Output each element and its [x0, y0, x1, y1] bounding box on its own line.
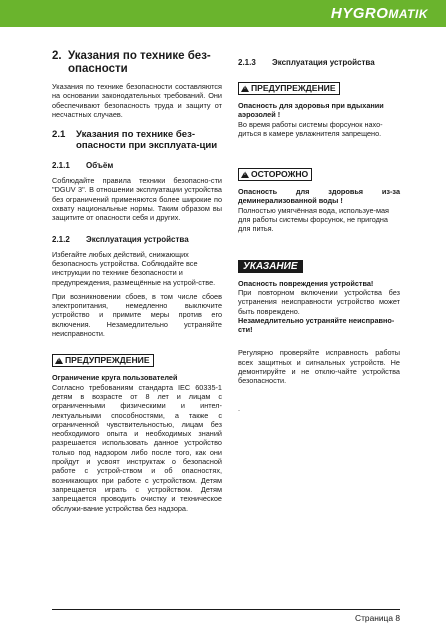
notice-title-damage: Опасность повреждения устройства! — [238, 278, 374, 288]
right-column — [238, 58, 400, 413]
warning-title-aerosol: Опасность для здоровья при вдыхании аэрозолей ! — [238, 101, 384, 120]
warning-text-users: Согласно требованиям стандарта IEC 60335-1 детям в возрасте от 8 лет и лицам с ограниченными физическими и интел-лектуальными способностями, а также с ограниченной чувствительностью, лицам без необходимого опыта и необходимых знаний разрешается использовать данное устройство только под надзором либо после того, как они пройдут и усвоят инструктаж о безопасной работе с устрой-ством и об опасностях, возникающих при работе с устройством. Детям запрещается играть с устройством. Детям запрещается проводить очистку и техническое обслужи-вание устройства без надзора. — [52, 382, 222, 513]
caution-triangle-icon — [241, 171, 249, 178]
section-2-1-3-heading — [238, 58, 400, 68]
warning-label-text: ПРЕДУПРЕЖДЕНИЕ — [65, 355, 150, 366]
warning-text-aerosol: Во время работы системы форсунок нахо-диться в камере увлажнителя запрещено. — [238, 119, 383, 138]
page-number: Страница 8 — [355, 613, 400, 623]
section-2-number: 2. — [52, 50, 62, 62]
section-2-1-1-heading — [52, 161, 222, 171]
notice-text1-damage: При повторном включении устройства без устранения неисправности устройство может быть повреждено. — [238, 287, 400, 316]
caution-title-water: Опасность для здоровья из-за деминерализованной воды ! — [238, 187, 400, 206]
warning-title-users: Ограничение круга пользователей — [52, 373, 178, 383]
section-2-1-1-number: 2.1.1 — [52, 161, 70, 171]
warning-label-users — [52, 350, 222, 368]
caution-label-text: ОСТОРОЖНО — [251, 169, 309, 180]
section-2-1-number: 2.1 — [52, 129, 66, 141]
caution-label-water — [238, 164, 400, 182]
left-column — [52, 50, 222, 513]
section-2-1-heading — [52, 129, 222, 151]
section-2-1-2-number: 2.1.2 — [52, 234, 70, 244]
section-2-title: Указания по технике без-опасности — [68, 50, 211, 75]
trailing-dot: . — [238, 403, 241, 413]
section-2-1-2-text2: При возникновении сбоев, в том числе сбоев электропитания, немедленно выключите устройство и примите меры против его включения. Незамедлительно устраняйте неисправности. — [52, 291, 222, 339]
section-2-1-1-text: Соблюдайте правила техники безопасно-сти "DGUV 3". В отношении эксплуатации устройства без ограничений применяются более широкие по охвату национальные нормы. Таким образом вы защитите от опасности себя и других. — [52, 176, 222, 223]
section-2-1-2-heading — [52, 235, 222, 245]
notice-label-text: УКАЗАНИЕ — [238, 260, 303, 273]
notice-text2-damage: Незамедлительно устраняйте неисправно-сти! — [238, 315, 395, 335]
page-footer — [52, 609, 400, 623]
section-2-1-title: Указания по технике без-опасности при эксплуата-ции — [76, 129, 218, 152]
section-2-1-2-title: Эксплуатация устройства — [86, 234, 189, 244]
warning-label-text: ПРЕДУПРЕЖДЕНИЕ — [251, 83, 336, 93]
final-text: Регулярно проверяйте исправность работы всех защитных и сигнальных устройств. Не демонтируйте и не отклю-чайте устройства безопасности. — [238, 348, 400, 386]
section-2-1-3-number: 2.1.3 — [238, 58, 256, 67]
warning-label-aerosol — [238, 78, 400, 96]
section-2-1-2-text1: Избегайте любых действий, снижающих безопасность устройства. Соблюдайте все инструкции по технике безопасности и предупреждения, размещённые на устрой-стве. — [52, 249, 216, 287]
section-2-heading — [52, 50, 222, 76]
section-2-1-3-title: Эксплуатация устройства — [272, 58, 375, 67]
logo-part1: HYGRO — [330, 5, 389, 22]
hygromatik-logo — [331, 5, 428, 22]
notice-label-damage — [238, 256, 400, 274]
logo-part2: MATIK — [388, 7, 428, 21]
header-bar — [0, 0, 446, 27]
warning-triangle-icon — [241, 85, 249, 92]
section-2-1-1-title: Объём — [86, 161, 114, 171]
warning-triangle-icon — [55, 357, 63, 364]
caution-text-water: Полностью умягчённая вода, используе-мая для работы системы форсунок, не пригодна для питья. — [238, 205, 389, 234]
section-2-intro: Указания по технике безопасности составляются на основании законодательных требований. Они обеспечивают безопасность труда и защиту от несчастных случаев. — [52, 82, 222, 119]
